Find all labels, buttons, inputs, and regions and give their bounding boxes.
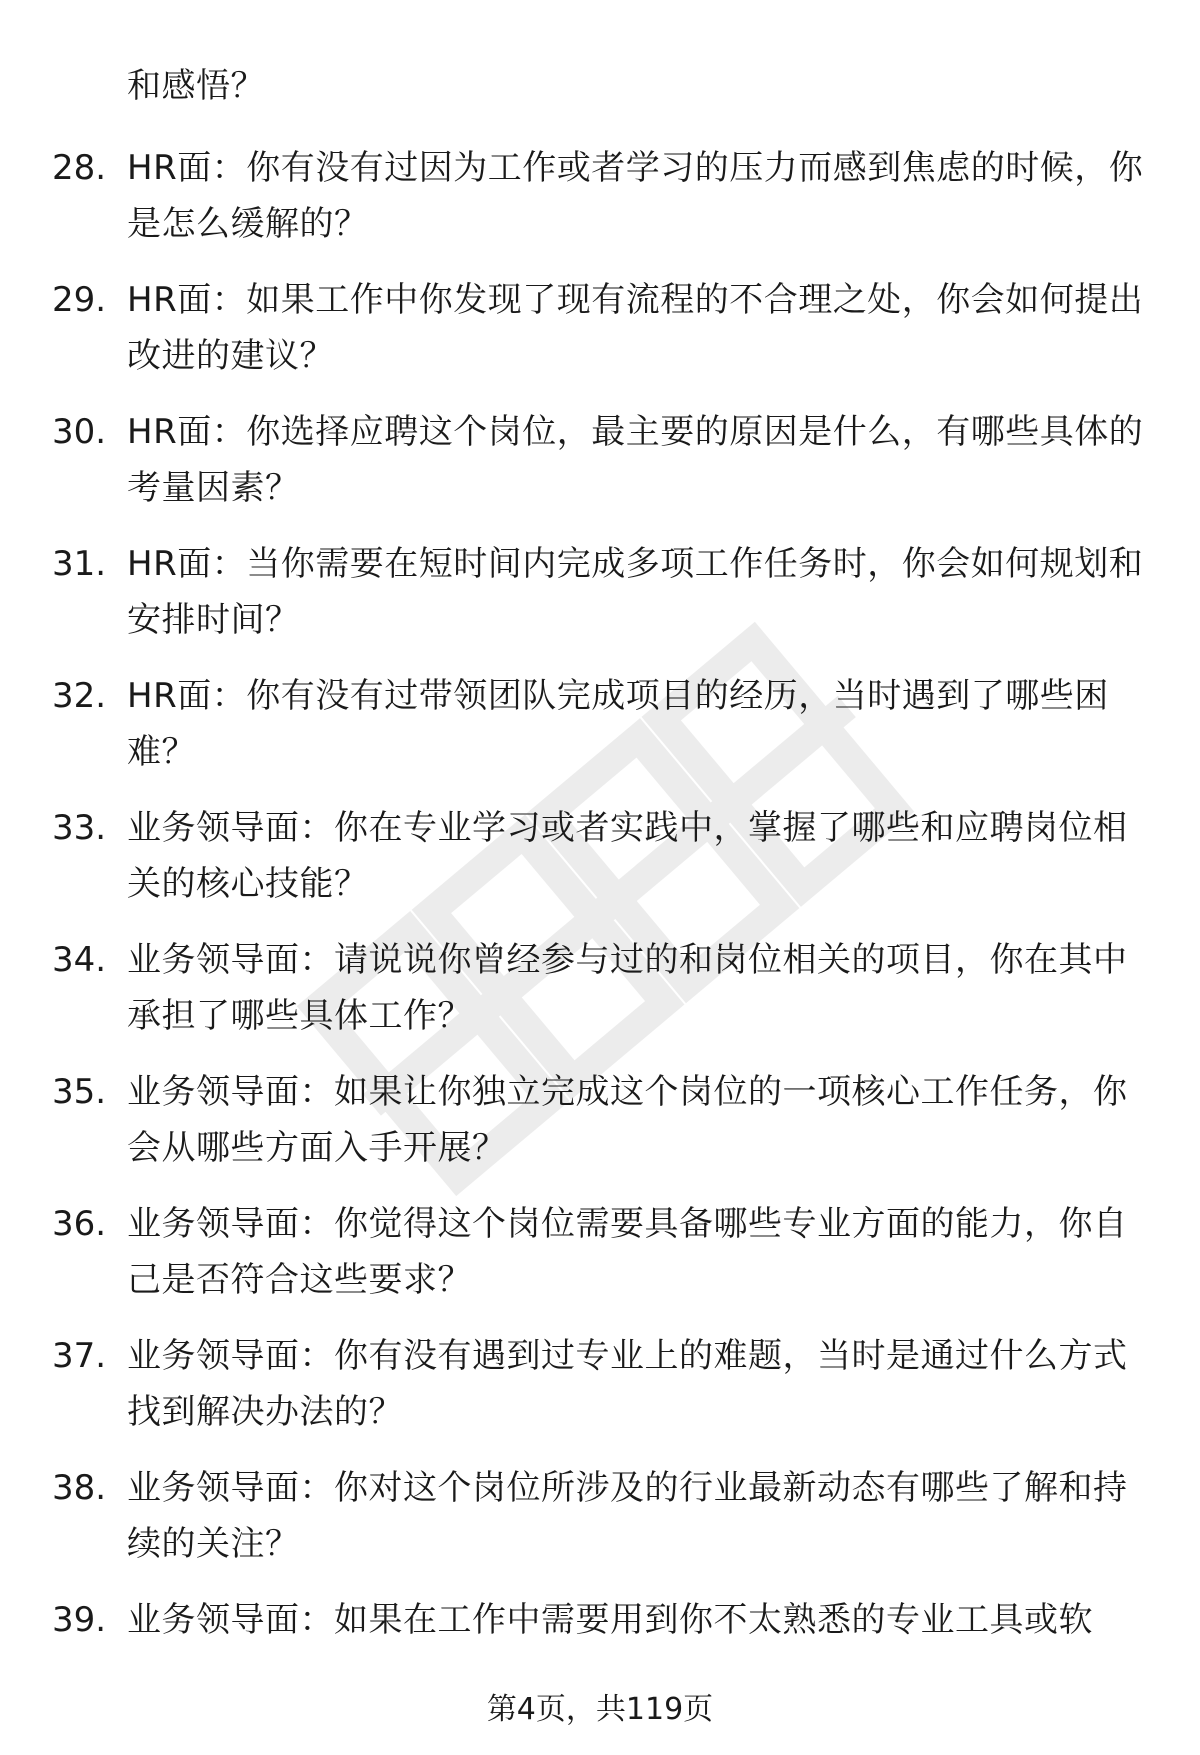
list-item xyxy=(0,140,1200,272)
list-item xyxy=(0,1460,1200,1592)
question-number: 36. xyxy=(52,1204,107,1244)
list-item xyxy=(0,272,1200,404)
continued-question-text: 和感悟？ xyxy=(127,66,265,106)
question-text: HR面：当你需要在短时间内完成多项工作任务时，你会如何规划和安排时间？ xyxy=(127,544,1144,640)
question-number: 33. xyxy=(52,808,107,848)
question-number: 34. xyxy=(52,940,107,980)
question-text: 业务领导面：如果让你独立完成这个岗位的一项核心工作任务，你会从哪些方面入手开展？ xyxy=(127,1072,1128,1168)
question-text: 业务领导面：你对这个岗位所涉及的行业最新动态有哪些了解和持续的关注？ xyxy=(127,1468,1128,1564)
list-item xyxy=(0,404,1200,536)
list-item xyxy=(0,536,1200,668)
question-text: HR面：你有没有过带领团队完成项目的经历，当时遇到了哪些困难？ xyxy=(127,676,1109,772)
question-text: HR面：如果工作中你发现了现有流程的不合理之处，你会如何提出改进的建议？ xyxy=(127,280,1144,376)
question-number: 39. xyxy=(52,1600,107,1640)
question-number: 32. xyxy=(52,676,107,716)
page-footer: 第4页，共119页 xyxy=(486,1692,714,1727)
question-number: 35. xyxy=(52,1072,107,1112)
question-list xyxy=(0,140,1200,1724)
question-number: 28. xyxy=(52,148,107,188)
question-number: 38. xyxy=(52,1468,107,1508)
question-number: 30. xyxy=(52,412,107,452)
question-text: HR面：你选择应聘这个岗位，最主要的原因是什么，有哪些具体的考量因素？ xyxy=(127,412,1144,508)
question-number: 31. xyxy=(52,544,107,584)
question-text: 业务领导面：如果在工作中需要用到你不太熟悉的专业工具或软 xyxy=(127,1600,1093,1640)
question-text: 业务领导面：你有没有遇到过专业上的难题，当时是通过什么方式找到解决办法的？ xyxy=(127,1336,1128,1432)
list-item xyxy=(0,1064,1200,1196)
list-item xyxy=(0,668,1200,800)
list-item xyxy=(0,1328,1200,1460)
question-number: 37. xyxy=(52,1336,107,1376)
question-text: 业务领导面：你觉得这个岗位需要具备哪些专业方面的能力，你自己是否符合这些要求？ xyxy=(127,1204,1128,1300)
question-text: 业务领导面：请说说你曾经参与过的和岗位相关的项目，你在其中承担了哪些具体工作？ xyxy=(127,940,1128,1036)
question-text: HR面：你有没有过因为工作或者学习的压力而感到焦虑的时候，你是怎么缓解的？ xyxy=(127,148,1144,244)
list-item xyxy=(0,932,1200,1064)
list-item xyxy=(0,800,1200,932)
list-item xyxy=(0,1196,1200,1328)
question-text: 业务领导面：你在专业学习或者实践中，掌握了哪些和应聘岗位相关的核心技能？ xyxy=(127,808,1128,904)
question-number: 29. xyxy=(52,280,107,320)
